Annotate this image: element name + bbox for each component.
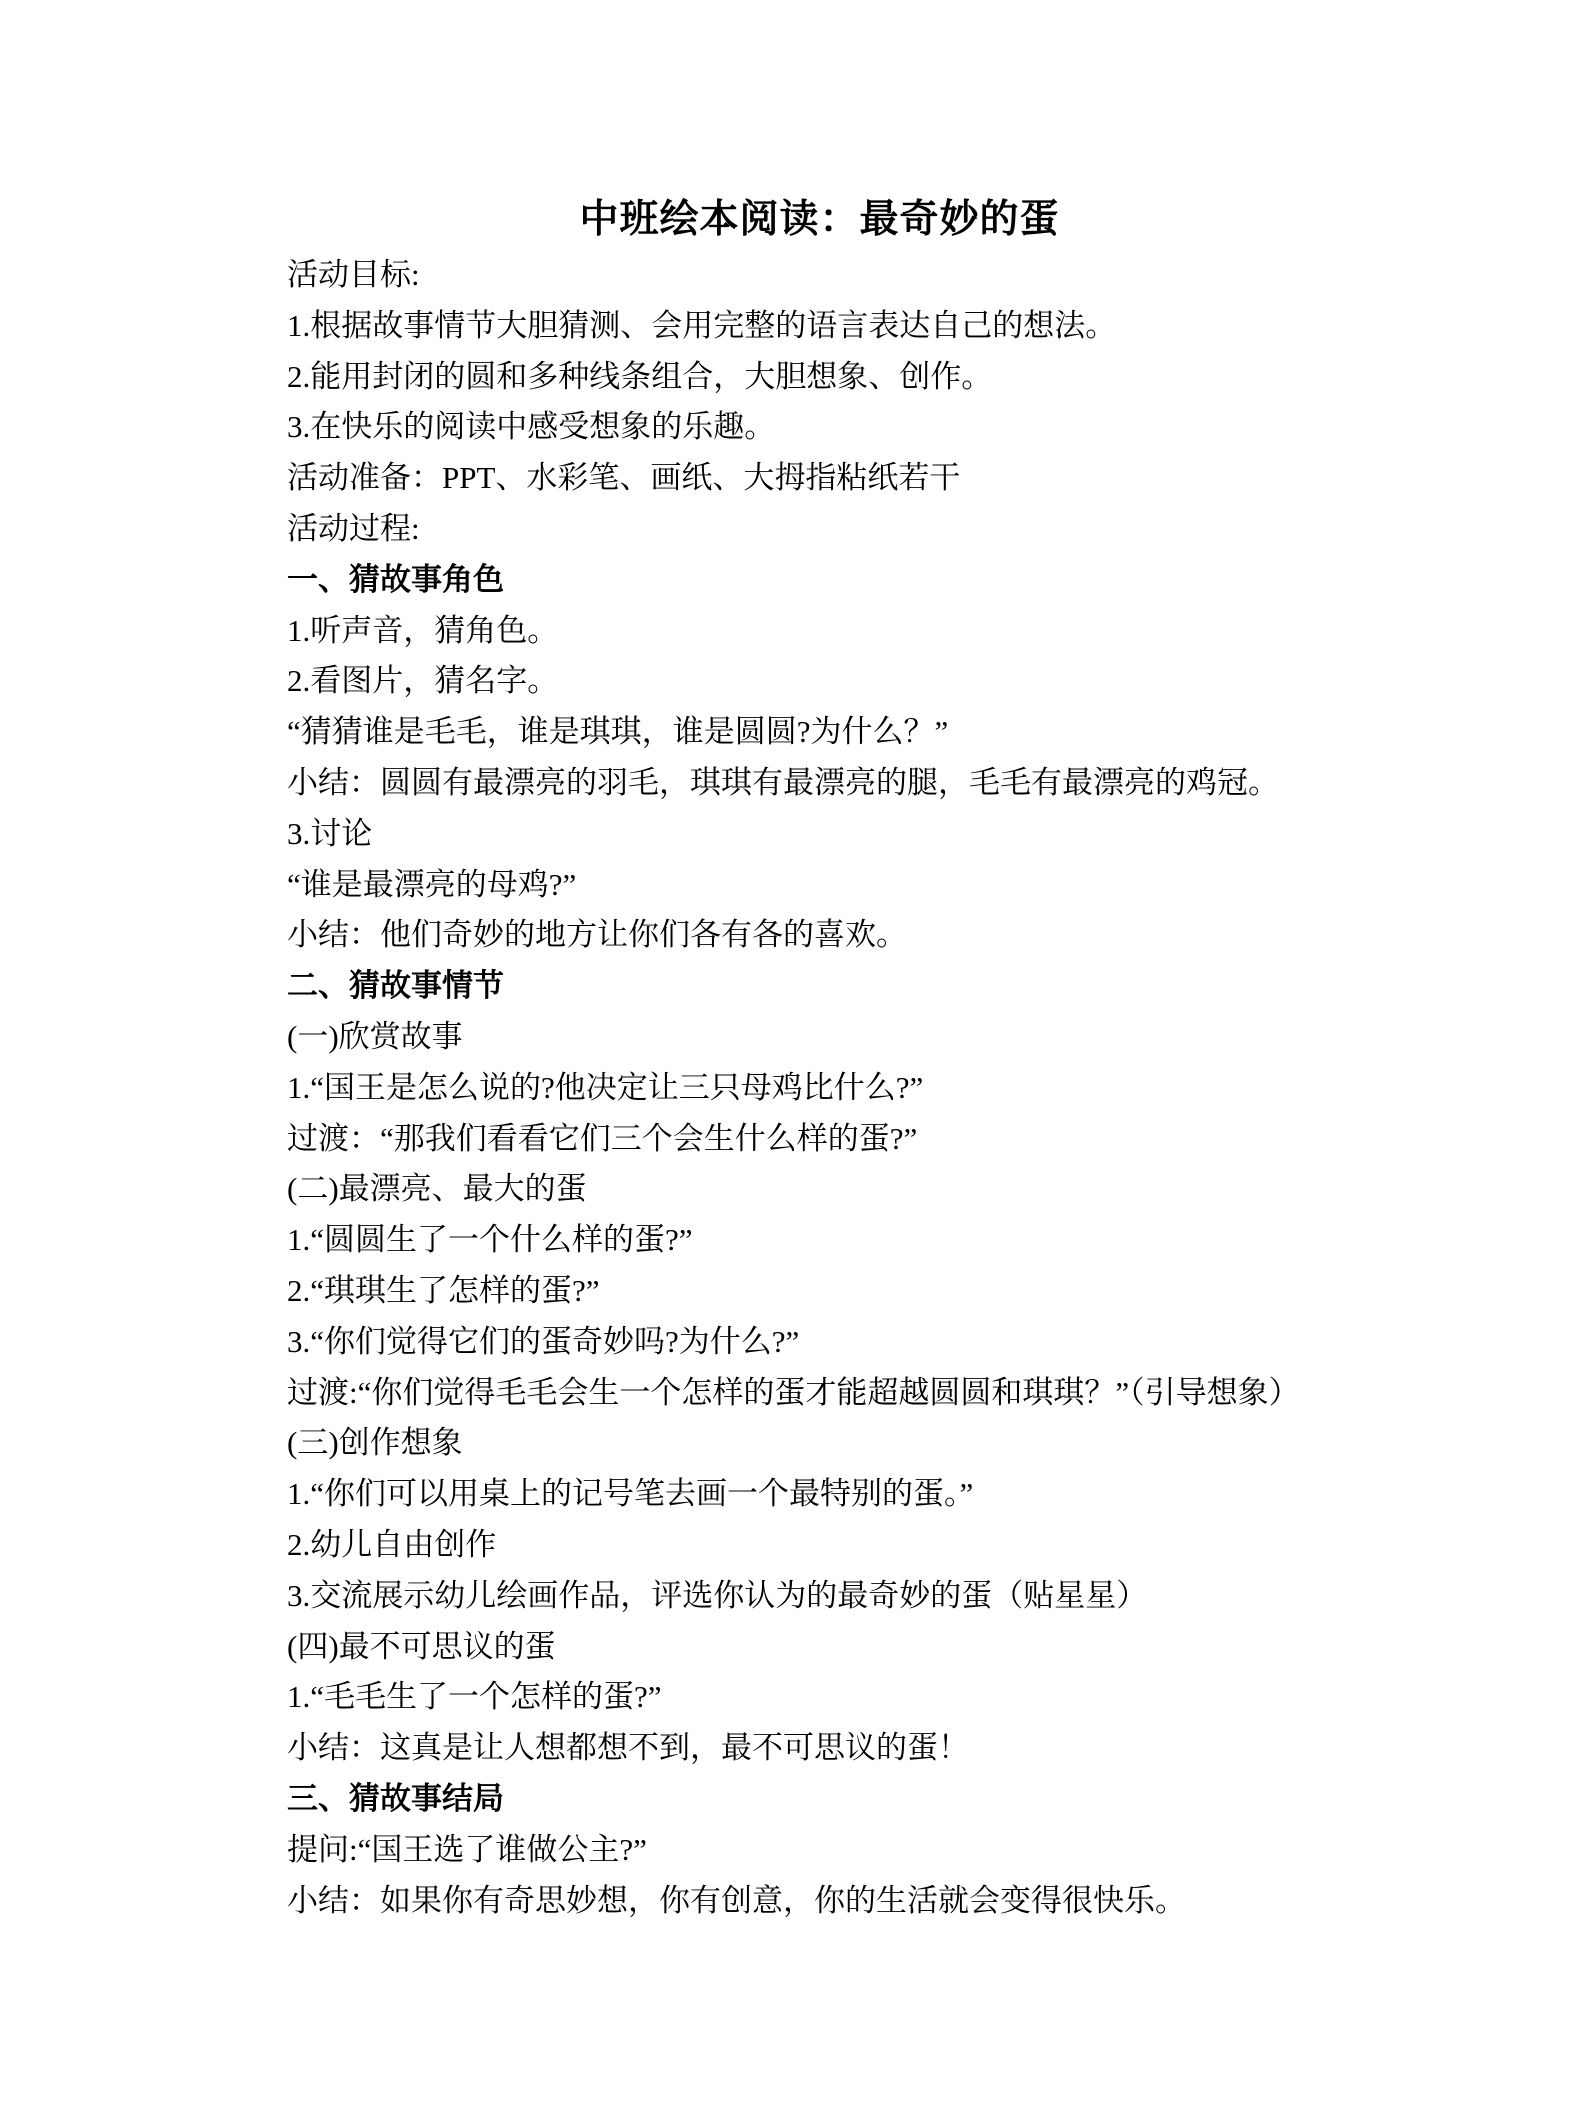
text-line: 活动目标: bbox=[287, 257, 420, 292]
text-line: “谁是最漂亮的母鸡?” bbox=[287, 866, 577, 902]
text-line: 1.听声音，猜角色。 bbox=[287, 612, 559, 648]
text-line: 3.“你们觉得它们的蛋奇妙吗?为什么?” bbox=[287, 1323, 800, 1359]
text-line: (三)创作想象 bbox=[287, 1425, 463, 1461]
text-line: 3.讨论 bbox=[287, 815, 373, 851]
section-heading: 二、猜故事情节 bbox=[287, 968, 504, 1004]
text-line: 2.看图片，猜名字。 bbox=[287, 663, 559, 699]
text-line: 1.“圆圆生了一个什么样的蛋?” bbox=[287, 1222, 693, 1258]
document-title: 中班绘本阅读：最奇妙的蛋 bbox=[579, 198, 1060, 241]
text-line: 1.“你们可以用桌上的记号笔去画一个最特别的蛋。” bbox=[287, 1476, 974, 1512]
text-line: 小结：如果你有奇思妙想，你有创意，你的生活就会变得很快乐。 bbox=[287, 1882, 1186, 1918]
document-content bbox=[287, 190, 1352, 1926]
document-body bbox=[287, 250, 1352, 1926]
text-line: 小结：圆圆有最漂亮的羽毛，琪琪有最漂亮的腿，毛毛有最漂亮的鸡冠。 bbox=[287, 764, 1279, 800]
text-line: 过渡:“你们觉得毛毛会生一个怎样的蛋才能超越圆圆和琪琪？”（引导想象） bbox=[287, 1374, 1300, 1410]
section-heading: 一、猜故事角色 bbox=[287, 561, 504, 597]
text-line: 3.在快乐的阅读中感受想象的乐趣。 bbox=[287, 409, 776, 445]
text-line: 2.“琪琪生了怎样的蛋?” bbox=[287, 1272, 600, 1308]
text-line: “猜猜谁是毛毛，谁是琪琪，谁是圆圆?为什么？” bbox=[287, 714, 949, 750]
text-line: 2.能用封闭的圆和多种线条组合，大胆想象、创作。 bbox=[287, 358, 993, 394]
text-line: (二)最漂亮、最大的蛋 bbox=[287, 1171, 587, 1207]
text-line: 2.幼儿自由创作 bbox=[287, 1526, 497, 1562]
text-line: 1.“国王是怎么说的?他决定让三只母鸡比什么?” bbox=[287, 1069, 924, 1105]
section-heading: 三、猜故事结局 bbox=[287, 1780, 504, 1816]
text-line: 提问:“国王选了谁做公主?” bbox=[287, 1831, 647, 1867]
text-line: (四)最不可思议的蛋 bbox=[287, 1628, 556, 1664]
text-line: 1.根据故事情节大胆猜测、会用完整的语言表达自己的想法。 bbox=[287, 307, 1117, 343]
text-line: 3.交流展示幼儿绘画作品，评选你认为的最奇妙的蛋（贴星星） bbox=[287, 1577, 1148, 1613]
text-line: 活动准备：PPT、水彩笔、画纸、大拇指粘纸若干 bbox=[287, 460, 961, 496]
text-line: 小结：这真是让人想都想不到，最不可思议的蛋！ bbox=[287, 1730, 969, 1766]
text-line: 过渡：“那我们看看它们三个会生什么样的蛋?” bbox=[287, 1120, 918, 1156]
text-line: 1.“毛毛生了一个怎样的蛋?” bbox=[287, 1679, 662, 1715]
text-line: 小结：他们奇妙的地方让你们各有各的喜欢。 bbox=[287, 917, 907, 953]
text-line: 活动过程: bbox=[287, 510, 420, 546]
text-line: (一)欣赏故事 bbox=[287, 1018, 463, 1054]
